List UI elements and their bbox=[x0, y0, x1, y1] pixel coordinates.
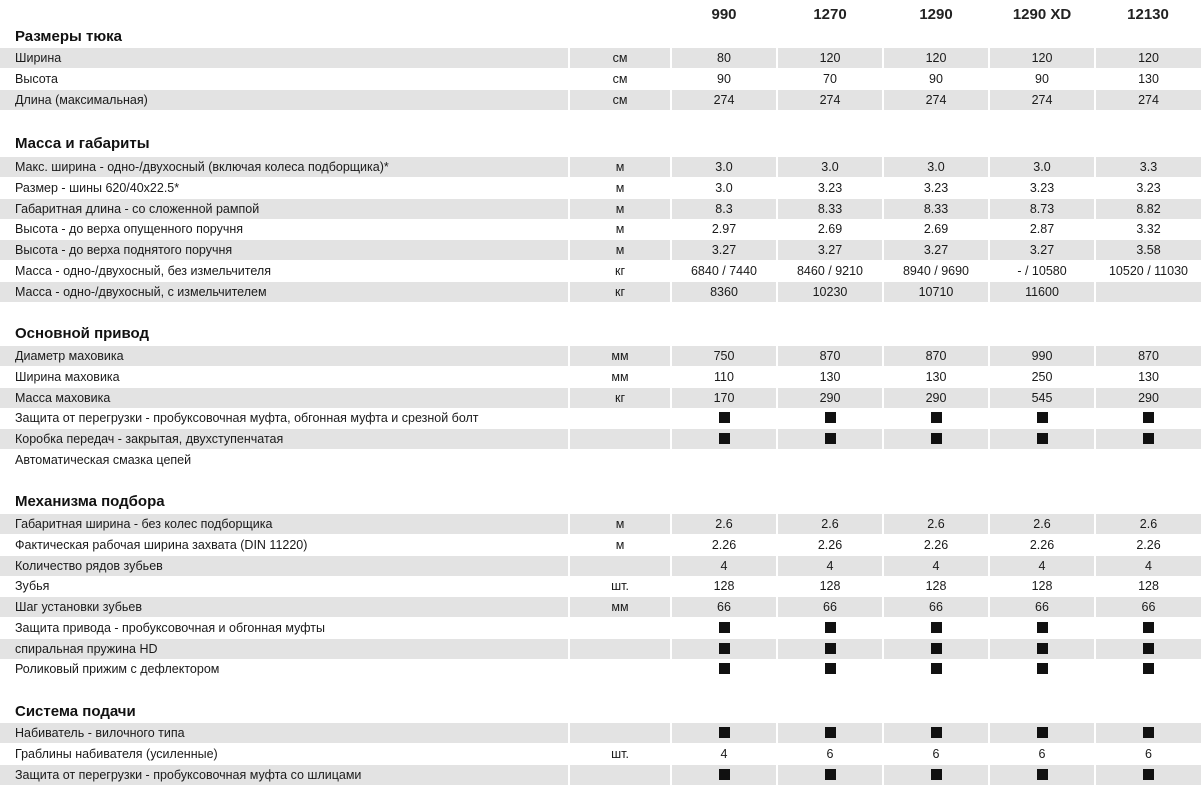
spec-unit: мм bbox=[570, 346, 670, 366]
spec-row bbox=[0, 48, 1201, 68]
spec-value: 10230 bbox=[778, 282, 882, 302]
spec-value: 70 bbox=[778, 69, 882, 89]
spec-label: Фактическая рабочая ширина захвата (DIN 11220) bbox=[0, 535, 568, 555]
model-column-header: 990 bbox=[711, 6, 737, 23]
spec-unit: см bbox=[570, 48, 670, 68]
spec-unit bbox=[570, 659, 670, 679]
spec-unit bbox=[570, 450, 670, 470]
spec-row bbox=[0, 157, 1201, 177]
feature-included-marker bbox=[1096, 408, 1201, 428]
filled-square-icon bbox=[1143, 412, 1154, 423]
feature-included-marker bbox=[672, 765, 776, 785]
spec-value: 4 bbox=[672, 556, 776, 576]
spec-value: 130 bbox=[778, 367, 882, 387]
spec-row bbox=[0, 618, 1201, 638]
spec-unit bbox=[570, 556, 670, 576]
filled-square-icon bbox=[825, 412, 836, 423]
spec-row bbox=[0, 723, 1201, 743]
filled-square-icon bbox=[825, 727, 836, 738]
spec-value: 3.0 bbox=[778, 157, 882, 177]
spec-value: 120 bbox=[990, 48, 1094, 68]
filled-square-icon bbox=[1143, 727, 1154, 738]
spec-unit: м bbox=[570, 535, 670, 555]
filled-square-icon bbox=[1037, 412, 1048, 423]
spec-label: Ширина маховика bbox=[0, 367, 568, 387]
spec-value: 3.23 bbox=[884, 178, 988, 198]
filled-square-icon bbox=[1037, 622, 1048, 633]
spec-unit bbox=[570, 765, 670, 785]
spec-value: 3.27 bbox=[884, 240, 988, 260]
feature-included-marker bbox=[1096, 618, 1201, 638]
spec-value: 8.3 bbox=[672, 199, 776, 219]
spec-value: 870 bbox=[884, 346, 988, 366]
filled-square-icon bbox=[825, 643, 836, 654]
spec-row bbox=[0, 261, 1201, 281]
filled-square-icon bbox=[931, 433, 942, 444]
filled-square-icon bbox=[719, 727, 730, 738]
spec-value: 4 bbox=[990, 556, 1094, 576]
filled-square-icon bbox=[1037, 769, 1048, 780]
filled-square-icon bbox=[825, 433, 836, 444]
spec-label: Зубья bbox=[0, 576, 568, 596]
spec-value: 2.26 bbox=[884, 535, 988, 555]
spec-unit: м bbox=[570, 178, 670, 198]
spec-unit: кг bbox=[570, 282, 670, 302]
spec-value bbox=[672, 450, 776, 470]
spec-label: Высота bbox=[0, 69, 568, 89]
spec-value: 3.32 bbox=[1096, 219, 1201, 239]
feature-included-marker bbox=[1096, 765, 1201, 785]
spec-value: 6 bbox=[778, 744, 882, 764]
spec-unit: мм bbox=[570, 597, 670, 617]
feature-included-marker bbox=[884, 408, 988, 428]
filled-square-icon bbox=[825, 663, 836, 674]
filled-square-icon bbox=[825, 622, 836, 633]
spec-value: 10710 bbox=[884, 282, 988, 302]
spec-value: 66 bbox=[990, 597, 1094, 617]
filled-square-icon bbox=[1037, 727, 1048, 738]
feature-included-marker bbox=[672, 639, 776, 659]
spec-value: 290 bbox=[884, 388, 988, 408]
spec-label: Защита привода - пробуксовочная и обгонная муфты bbox=[0, 618, 568, 638]
filled-square-icon bbox=[931, 643, 942, 654]
feature-included-marker bbox=[672, 429, 776, 449]
spec-unit bbox=[570, 408, 670, 428]
spec-label: Макс. ширина - одно-/двухосный (включая колеса подборщика)* bbox=[0, 157, 568, 177]
spec-value: 66 bbox=[672, 597, 776, 617]
spec-value: 2.26 bbox=[672, 535, 776, 555]
spec-value: 3.0 bbox=[884, 157, 988, 177]
spec-value bbox=[884, 450, 988, 470]
spec-row bbox=[0, 514, 1201, 534]
feature-included-marker bbox=[672, 659, 776, 679]
spec-label: Набиватель - вилочного типа bbox=[0, 723, 568, 743]
spec-value: 11600 bbox=[990, 282, 1094, 302]
feature-included-marker bbox=[990, 639, 1094, 659]
spec-value: 2.6 bbox=[672, 514, 776, 534]
spec-value: 2.6 bbox=[778, 514, 882, 534]
spec-value: 6 bbox=[990, 744, 1094, 764]
spec-row bbox=[0, 576, 1201, 596]
feature-included-marker bbox=[1096, 429, 1201, 449]
spec-unit: м bbox=[570, 199, 670, 219]
spec-value: 6 bbox=[1096, 744, 1201, 764]
spec-value: 170 bbox=[672, 388, 776, 408]
feature-included-marker bbox=[1096, 639, 1201, 659]
spec-value: 870 bbox=[778, 346, 882, 366]
model-column-header: 12130 bbox=[1127, 6, 1169, 23]
section-title: Основной привод bbox=[15, 325, 150, 342]
spec-row bbox=[0, 240, 1201, 260]
spec-label: Габаритная длина - со сложенной рампой bbox=[0, 199, 568, 219]
feature-included-marker bbox=[778, 408, 882, 428]
spec-value: 2.6 bbox=[1096, 514, 1201, 534]
spec-value: 990 bbox=[990, 346, 1094, 366]
filled-square-icon bbox=[719, 412, 730, 423]
filled-square-icon bbox=[1143, 663, 1154, 674]
spec-value: 66 bbox=[884, 597, 988, 617]
section-title: Размеры тюка bbox=[15, 28, 122, 45]
spec-value: 4 bbox=[778, 556, 882, 576]
spec-label: Защита от перегрузки - пробуксовочная муфта, обгонная муфта и срезной болт bbox=[0, 408, 568, 428]
spec-value: 3.23 bbox=[990, 178, 1094, 198]
spec-value: 66 bbox=[1096, 597, 1201, 617]
spec-row bbox=[0, 429, 1201, 449]
filled-square-icon bbox=[1143, 433, 1154, 444]
spec-value: 128 bbox=[672, 576, 776, 596]
spec-row bbox=[0, 408, 1201, 428]
spec-value: 3.0 bbox=[672, 157, 776, 177]
feature-included-marker bbox=[990, 429, 1094, 449]
feature-included-marker bbox=[990, 618, 1094, 638]
spec-value: - / 10580 bbox=[990, 261, 1094, 281]
spec-unit: кг bbox=[570, 388, 670, 408]
spec-value: 128 bbox=[1096, 576, 1201, 596]
model-column-header: 1270 bbox=[813, 6, 847, 23]
spec-value: 130 bbox=[1096, 69, 1201, 89]
filled-square-icon bbox=[931, 727, 942, 738]
spec-value: 3.23 bbox=[778, 178, 882, 198]
spec-label: Длина (максимальная) bbox=[0, 90, 568, 110]
spec-value: 8.33 bbox=[778, 199, 882, 219]
spec-value: 2.69 bbox=[884, 219, 988, 239]
spec-value: 2.26 bbox=[778, 535, 882, 555]
spec-label: Роликовый прижим с дефлектором bbox=[0, 659, 568, 679]
feature-included-marker bbox=[990, 723, 1094, 743]
spec-label: Высота - до верха поднятого поручня bbox=[0, 240, 568, 260]
spec-row bbox=[0, 69, 1201, 89]
spec-row bbox=[0, 346, 1201, 366]
spec-value: 3.27 bbox=[672, 240, 776, 260]
filled-square-icon bbox=[1143, 622, 1154, 633]
model-column-header: 1290 XD bbox=[1012, 6, 1072, 23]
spec-unit: шт. bbox=[570, 576, 670, 596]
spec-value: 3.0 bbox=[672, 178, 776, 198]
filled-square-icon bbox=[1037, 663, 1048, 674]
spec-value: 90 bbox=[884, 69, 988, 89]
filled-square-icon bbox=[931, 622, 942, 633]
spec-value: 120 bbox=[1096, 48, 1201, 68]
spec-value: 2.97 bbox=[672, 219, 776, 239]
spec-unit: шт. bbox=[570, 744, 670, 764]
spec-value: 128 bbox=[884, 576, 988, 596]
spec-value: 8360 bbox=[672, 282, 776, 302]
spec-row bbox=[0, 535, 1201, 555]
spec-row bbox=[0, 199, 1201, 219]
spec-value: 545 bbox=[990, 388, 1094, 408]
spec-label: Габаритная ширина - без колес подборщика bbox=[0, 514, 568, 534]
spec-row bbox=[0, 765, 1201, 785]
spec-row bbox=[0, 367, 1201, 387]
filled-square-icon bbox=[1037, 643, 1048, 654]
spec-row bbox=[0, 219, 1201, 239]
spec-value: 3.58 bbox=[1096, 240, 1201, 260]
spec-value bbox=[778, 450, 882, 470]
spec-row bbox=[0, 744, 1201, 764]
spec-unit bbox=[570, 618, 670, 638]
feature-included-marker bbox=[778, 639, 882, 659]
feature-included-marker bbox=[672, 723, 776, 743]
feature-included-marker bbox=[990, 659, 1094, 679]
filled-square-icon bbox=[719, 663, 730, 674]
spec-label: Размер - шины 620/40x22.5* bbox=[0, 178, 568, 198]
spec-value: 2.26 bbox=[1096, 535, 1201, 555]
filled-square-icon bbox=[931, 663, 942, 674]
filled-square-icon bbox=[1143, 769, 1154, 780]
spec-value: 290 bbox=[1096, 388, 1201, 408]
spec-value: 130 bbox=[1096, 367, 1201, 387]
spec-label: Автоматическая смазка цепей bbox=[0, 450, 568, 470]
spec-unit: см bbox=[570, 69, 670, 89]
filled-square-icon bbox=[719, 769, 730, 780]
spec-value: 2.69 bbox=[778, 219, 882, 239]
spec-unit: м bbox=[570, 240, 670, 260]
spec-label: Высота - до верха опущенного поручня bbox=[0, 219, 568, 239]
feature-included-marker bbox=[884, 618, 988, 638]
spec-value: 130 bbox=[884, 367, 988, 387]
spec-label: спиральная пружина HD bbox=[0, 639, 568, 659]
spec-label: Коробка передач - закрытая, двухступенчатая bbox=[0, 429, 568, 449]
section-title: Система подачи bbox=[15, 703, 136, 720]
feature-included-marker bbox=[778, 659, 882, 679]
spec-value bbox=[1096, 282, 1201, 302]
filled-square-icon bbox=[719, 643, 730, 654]
spec-row bbox=[0, 178, 1201, 198]
feature-included-marker bbox=[884, 429, 988, 449]
spec-value: 120 bbox=[778, 48, 882, 68]
spec-value: 290 bbox=[778, 388, 882, 408]
spec-label: Диаметр маховика bbox=[0, 346, 568, 366]
spec-value: 6 bbox=[884, 744, 988, 764]
feature-included-marker bbox=[884, 639, 988, 659]
spec-value: 90 bbox=[990, 69, 1094, 89]
spec-value: 250 bbox=[990, 367, 1094, 387]
spec-unit: кг bbox=[570, 261, 670, 281]
filled-square-icon bbox=[1143, 643, 1154, 654]
filled-square-icon bbox=[931, 769, 942, 780]
feature-included-marker bbox=[884, 723, 988, 743]
filled-square-icon bbox=[825, 769, 836, 780]
filled-square-icon bbox=[1037, 433, 1048, 444]
feature-included-marker bbox=[672, 618, 776, 638]
feature-included-marker bbox=[778, 429, 882, 449]
section-title: Механизма подбора bbox=[15, 493, 165, 510]
model-column-header: 1290 bbox=[919, 6, 953, 23]
spec-unit: м bbox=[570, 157, 670, 177]
feature-included-marker bbox=[778, 723, 882, 743]
filled-square-icon bbox=[719, 433, 730, 444]
feature-included-marker bbox=[1096, 723, 1201, 743]
spec-row bbox=[0, 90, 1201, 110]
spec-unit: мм bbox=[570, 367, 670, 387]
spec-unit bbox=[570, 723, 670, 743]
spec-value: 8.82 bbox=[1096, 199, 1201, 219]
spec-value: 274 bbox=[1096, 90, 1201, 110]
spec-row bbox=[0, 597, 1201, 617]
spec-row bbox=[0, 556, 1201, 576]
spec-value: 274 bbox=[884, 90, 988, 110]
filled-square-icon bbox=[931, 412, 942, 423]
spec-value: 274 bbox=[672, 90, 776, 110]
spec-value: 66 bbox=[778, 597, 882, 617]
feature-included-marker bbox=[884, 659, 988, 679]
spec-value: 2.26 bbox=[990, 535, 1094, 555]
spec-value: 110 bbox=[672, 367, 776, 387]
spec-value: 8.73 bbox=[990, 199, 1094, 219]
spec-value: 8.33 bbox=[884, 199, 988, 219]
spec-label: Масса - одно-/двухосный, без измельчителя bbox=[0, 261, 568, 281]
spec-label: Количество рядов зубьев bbox=[0, 556, 568, 576]
spec-row bbox=[0, 282, 1201, 302]
feature-included-marker bbox=[672, 408, 776, 428]
feature-included-marker bbox=[990, 408, 1094, 428]
spec-row bbox=[0, 639, 1201, 659]
spec-value: 2.6 bbox=[884, 514, 988, 534]
spec-row bbox=[0, 659, 1201, 679]
spec-value: 80 bbox=[672, 48, 776, 68]
feature-included-marker bbox=[778, 618, 882, 638]
spec-value: 3.27 bbox=[778, 240, 882, 260]
spec-value bbox=[1096, 450, 1201, 470]
spec-value: 6840 / 7440 bbox=[672, 261, 776, 281]
spec-value: 90 bbox=[672, 69, 776, 89]
spec-label: Масса маховика bbox=[0, 388, 568, 408]
spec-unit: м bbox=[570, 219, 670, 239]
spec-value: 128 bbox=[778, 576, 882, 596]
spec-unit bbox=[570, 639, 670, 659]
spec-value: 3.3 bbox=[1096, 157, 1201, 177]
spec-value: 3.27 bbox=[990, 240, 1094, 260]
spec-value: 2.87 bbox=[990, 219, 1094, 239]
feature-included-marker bbox=[1096, 659, 1201, 679]
spec-value bbox=[990, 450, 1094, 470]
spec-value: 2.6 bbox=[990, 514, 1094, 534]
spec-label: Ширина bbox=[0, 48, 568, 68]
spec-value: 8460 / 9210 bbox=[778, 261, 882, 281]
feature-included-marker bbox=[778, 765, 882, 785]
spec-value: 274 bbox=[778, 90, 882, 110]
spec-row bbox=[0, 388, 1201, 408]
spec-label: Граблины набивателя (усиленные) bbox=[0, 744, 568, 764]
spec-value: 274 bbox=[990, 90, 1094, 110]
spec-value: 128 bbox=[990, 576, 1094, 596]
spec-value: 3.0 bbox=[990, 157, 1094, 177]
spec-label: Защита от перегрузки - пробуксовочная муфта со шлицами bbox=[0, 765, 568, 785]
model-header bbox=[0, 0, 1201, 28]
spec-label: Масса - одно-/двухосный, с измельчителем bbox=[0, 282, 568, 302]
feature-included-marker bbox=[990, 765, 1094, 785]
spec-value: 750 bbox=[672, 346, 776, 366]
spec-unit bbox=[570, 429, 670, 449]
filled-square-icon bbox=[719, 622, 730, 633]
spec-value: 4 bbox=[672, 744, 776, 764]
spec-label: Шаг установки зубьев bbox=[0, 597, 568, 617]
spec-value: 870 bbox=[1096, 346, 1201, 366]
spec-value: 3.23 bbox=[1096, 178, 1201, 198]
spec-value: 4 bbox=[1096, 556, 1201, 576]
spec-unit: см bbox=[570, 90, 670, 110]
spec-row bbox=[0, 450, 1201, 470]
section-title: Масса и габариты bbox=[15, 135, 150, 152]
spec-value: 120 bbox=[884, 48, 988, 68]
spec-value: 10520 / 11030 bbox=[1096, 261, 1201, 281]
spec-value: 4 bbox=[884, 556, 988, 576]
feature-included-marker bbox=[884, 765, 988, 785]
spec-value: 8940 / 9690 bbox=[884, 261, 988, 281]
spec-unit: м bbox=[570, 514, 670, 534]
